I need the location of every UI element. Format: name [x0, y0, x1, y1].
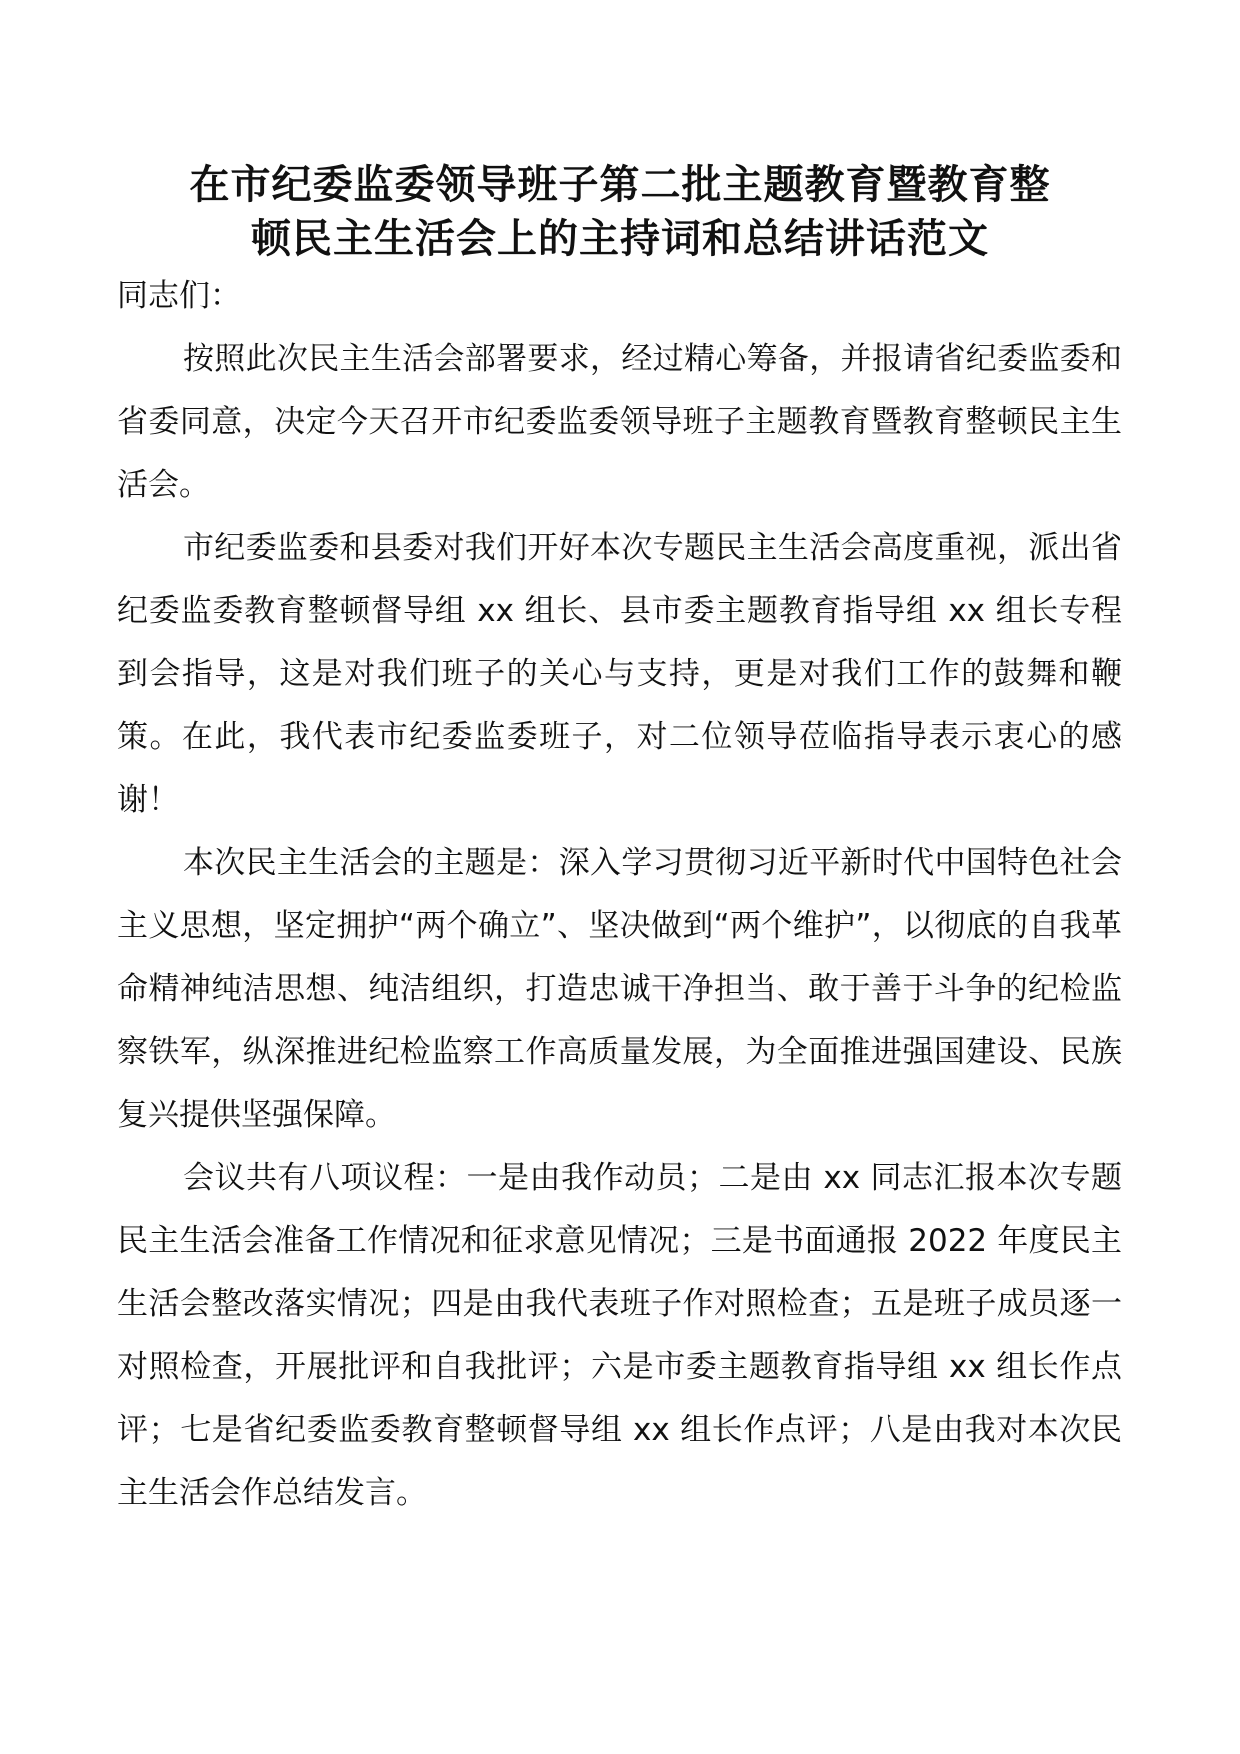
paragraph-agenda: 会议共有八项议程：一是由我作动员；二是由 xx 同志汇报本次专题民主生活会准备工作情况和征求意见情况；三是书面通报 2022 年度民主生活会整改落实情况；四是由我代表班子作对照检查；五是班子成员逐一对照检查，开展批评和自我批评；六是市委主题教育指导组 xx 组长作点评；七是省纪委监委教育整顿督导组 xx 组长作点评；八是由我对本次民主生活会作总结发言。: [117, 1160, 1122, 1511]
paragraph-thanks: 市纪委监委和县委对我们开好本次专题民主生活会高度重视，派出省纪委监委教育整顿督导组 xx 组长、县市委主题教育指导组 xx 组长专程到会指导，这是对我们班子的关心与支持，更是对我们工作的鼓舞和鞭策。在此，我代表市纪委监委班子，对二位领导莅临指导表示衷心的感谢！: [117, 530, 1122, 818]
paragraph-opening: 按照此次民主生活会部署要求，经过精心筹备，并报请省纪委监委和省委同意，决定今天召开市纪委监委领导班子主题教育暨教育整顿民主生活会。: [117, 341, 1122, 503]
document-title: [120, 158, 1120, 266]
title-line-2: 顿民主生活会上的主持词和总结讲话范文: [251, 216, 989, 262]
title-line-1: 在市纪委监委领导班子第二批主题教育暨教育整: [189, 162, 1051, 208]
document-body: [117, 265, 1122, 1525]
salutation: 同志们：: [117, 278, 241, 314]
paragraph-theme: 本次民主生活会的主题是：深入学习贯彻习近平新时代中国特色社会主义思想，坚定拥护“两个确立”、坚决做到“两个维护”，以彻底的自我革命精神纯洁思想、纯洁组织，打造忠诚干净担当、敢于善于斗争的纪检监察铁军，纵深推进纪检监察工作高质量发展，为全面推进强国建设、民族复兴提供坚强保障。: [117, 845, 1122, 1133]
